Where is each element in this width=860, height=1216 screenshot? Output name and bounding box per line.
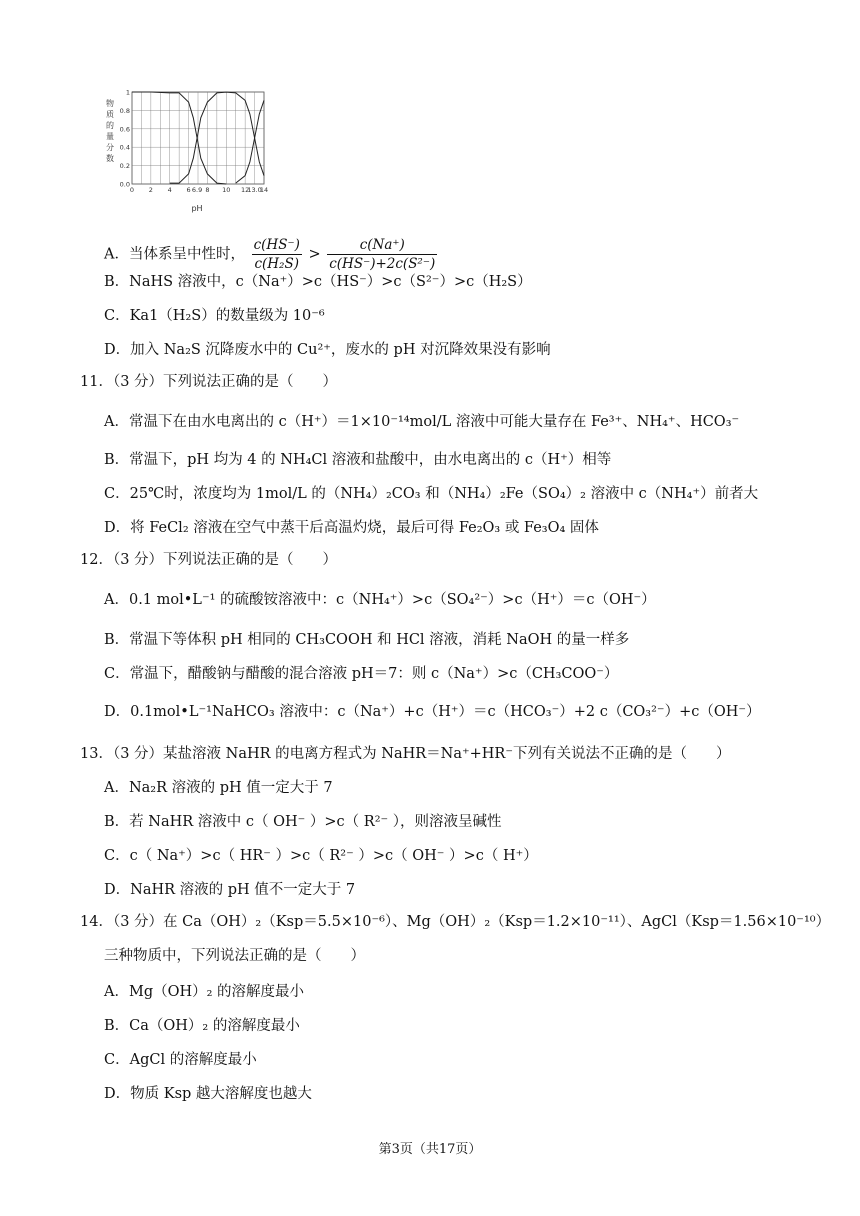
q11-option-a: A．常温下在由水电离出的 c（H⁺）＝1×10⁻¹⁴mol/L 溶液中可能大量存在 Fe³⁺、NH₄⁺、HCO₃⁻: [104, 414, 740, 430]
q12-option-c: C．常温下，醋酸钠与醋酸的混合溶液 pH＝7：则 c（Na⁺）>c（CH₃COO⁻）: [104, 666, 619, 682]
y-tick-label: 0.8: [119, 106, 130, 115]
q10-option-b: B．NaHS 溶液中，c（Na⁺）>c（HS⁻）>c（S²⁻）>c（H₂S）: [104, 274, 532, 290]
y-tick-label: 0.4: [119, 143, 130, 152]
y-axis-label-char: 的: [106, 121, 114, 130]
q12-option-d: D．0.1mol•L⁻¹NaHCO₃ 溶液中：c（Na⁺）+c（H⁺）＝c（HCO₃⁻）+2 c（CO₃²⁻）+c（OH⁻）: [104, 704, 761, 720]
q13-option-d: D．NaHR 溶液的 pH 值不一定大于 7: [104, 882, 356, 898]
y-tick-label: 0.0: [119, 180, 130, 189]
q10-option-d: D．加入 Na₂S 沉降废水中的 Cu²⁺，废水的 pH 对沉降效果没有影响: [104, 342, 551, 358]
fraction-1-numerator: c(HS⁻): [253, 237, 300, 253]
y-tick-label: 0.2: [119, 162, 130, 171]
q10-option-c: C．Ka1（H₂S）的数量级为 10⁻⁶: [104, 308, 325, 324]
fraction-2-denominator: c(HS⁻)+2c(S²⁻): [329, 256, 436, 272]
y-axis-label-char: 分: [106, 143, 114, 152]
q11-option-c: C．25℃时，浓度均为 1mol/L 的（NH₄）₂CO₃ 和（NH₄）₂Fe（SO₄）₂ 溶液中 c（NH₄⁺）前者大: [104, 486, 759, 502]
y-tick-label: 0.6: [119, 125, 130, 134]
q13-option-c: C．c（ Na⁺）>c（ HR⁻ ）>c（ R²⁻ ）>c（ OH⁻ ）>c（ H⁺）: [104, 848, 538, 864]
y-axis-label: [106, 98, 114, 163]
q14-option-c: C．AgCl 的溶解度最小: [104, 1052, 257, 1068]
x-tick-label: 10: [222, 186, 231, 194]
x-tick-label: 6: [186, 186, 191, 194]
x-tick-label: 12: [241, 186, 250, 194]
y-tick-label: 1: [125, 88, 130, 97]
q10-option-a: [104, 236, 439, 273]
page-footer: 第3页（共17页）: [378, 1142, 482, 1157]
q11-option-d: D．将 FeCl₂ 溶液在空气中蒸干后高温灼烧，最后可得 Fe₂O₃ 或 Fe₃O₄ 固体: [104, 520, 599, 536]
x-tick-label: 4: [167, 186, 172, 194]
x-tick-label: 6.9: [191, 186, 203, 194]
x-tick-label: 14: [259, 186, 269, 194]
x-tick-label: 2: [148, 186, 153, 194]
y-ticks: [120, 89, 130, 189]
y-axis-label-char: 量: [106, 132, 114, 141]
q10-option-a-text: A．当体系呈中性时，: [104, 246, 245, 263]
q11-stem: 11．（3 分）下列说法正确的是（ ）: [80, 374, 338, 390]
y-axis-label-char: 物: [106, 99, 114, 108]
greater-than-sign: >: [308, 246, 321, 263]
fraction-1-denominator: c(H₂S): [254, 256, 299, 272]
fraction-2: [327, 236, 437, 273]
x-tick-label: 8: [205, 186, 210, 194]
q12-option-b: B．常温下等体积 pH 相同的 CH₃COOH 和 HCl 溶液，消耗 NaOH 的量一样多: [104, 632, 630, 648]
q13-option-a: A．Na₂R 溶液的 pH 值一定大于 7: [104, 780, 333, 796]
q14-option-a: A．Mg（OH）₂ 的溶解度最小: [104, 984, 305, 1000]
fraction-1: [252, 236, 302, 273]
q14-option-b: B．Ca（OH）₂ 的溶解度最小: [104, 1018, 300, 1034]
q12-option-a: A．0.1 mol•L⁻¹ 的硫酸铵溶液中：c（NH₄⁺）>c（SO₄²⁻）>c（H⁺）＝c（OH⁻）: [104, 592, 656, 608]
chart-grid: [132, 92, 264, 184]
q13-option-b: B．若 NaHR 溶液中 c（ OH⁻ ）>c（ R²⁻ ），则溶液呈碱性: [104, 814, 502, 830]
x-tick-label: 0: [129, 186, 135, 194]
y-axis-label-char: 质: [106, 110, 114, 119]
q13-stem: 13．（3 分）某盐溶液 NaHR 的电离方程式为 NaHR＝Na⁺+HR⁻下列有关说法不正确的是（ ）: [80, 746, 731, 762]
q11-option-b: B．常温下，pH 均为 4 的 NH₄Cl 溶液和盐酸中，由水电离出的 c（H⁺）相等: [104, 452, 612, 468]
q12-stem: 12．（3 分）下列说法正确的是（ ）: [80, 552, 338, 568]
x-ticks: [130, 186, 268, 194]
species-fraction-chart: [100, 84, 270, 214]
q14-option-d: D．物质 Ksp 越大溶解度也越大: [104, 1086, 312, 1102]
q14-stem: 14．（3 分）在 Ca（OH）₂（Ksp＝5.5×10⁻⁶）、Mg（OH）₂（Ksp＝1.2×10⁻¹¹）、AgCl（Ksp＝1.56×10⁻¹⁰）: [80, 914, 831, 930]
fraction-2-numerator: c(Na⁺): [327, 236, 437, 255]
y-axis-label-char: 数: [106, 154, 114, 163]
q14-stem-continued: 三种物质中，下列说法正确的是（ ）: [104, 948, 365, 964]
x-axis-label: pH: [191, 204, 203, 213]
x-tick-label: 13.0: [247, 186, 262, 194]
